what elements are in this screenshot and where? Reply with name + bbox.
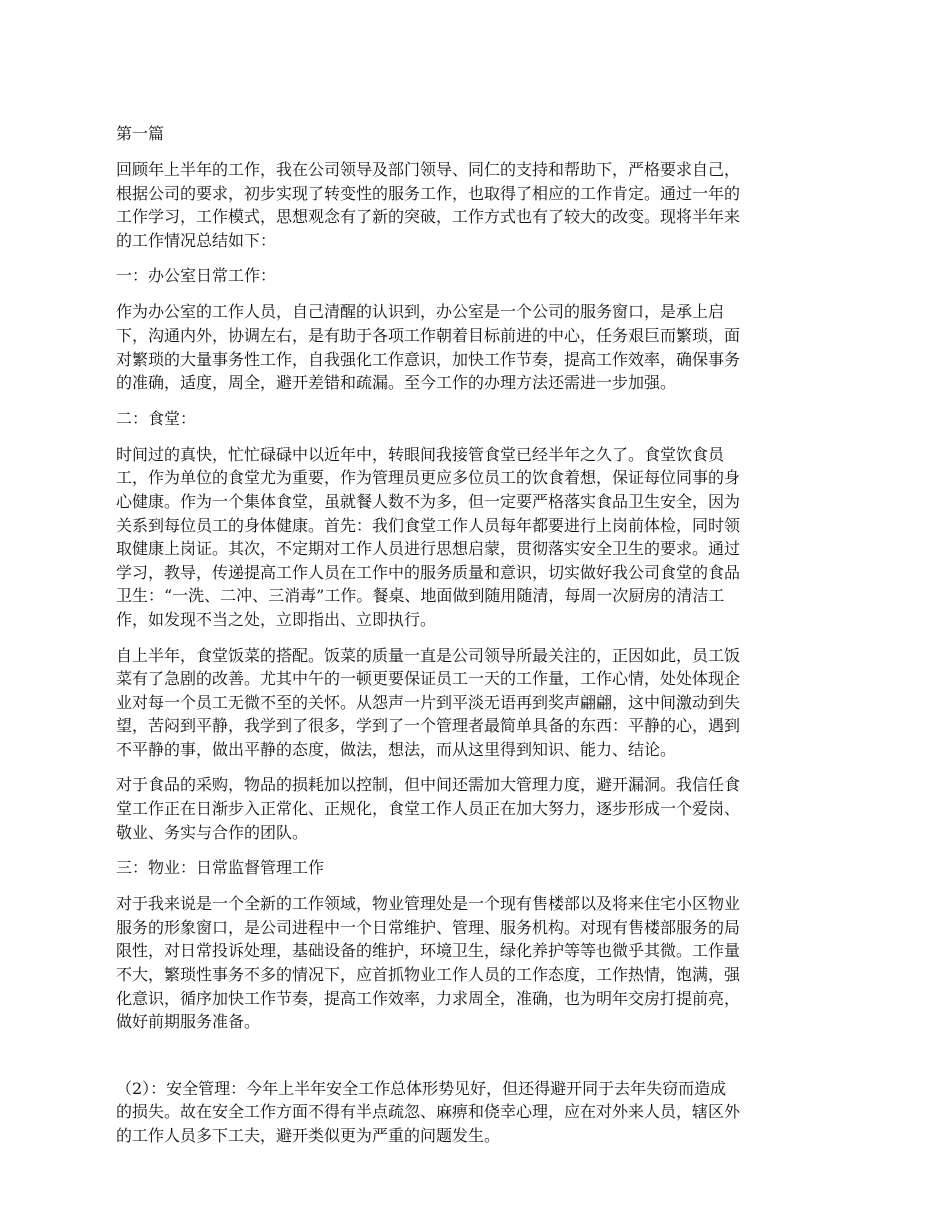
text-line: 关系到每位员工的身体健康。首先：我们食堂工作人员每年都要进行上岗前体检，同时领 (116, 515, 741, 535)
text-line: 取健康上岗证。其次，不定期对工作人员进行思想启蒙，贯彻落实安全卫生的要求。通过 (116, 539, 741, 559)
text-line: 业对每一个员工无微不至的关怀。从怨声一片到平淡无语再到奖声翩翩，这中间激动到失 (116, 692, 741, 712)
text-line: 做好前期服务准备。 (116, 1012, 261, 1032)
safety-paragraph (116, 1077, 841, 1148)
text-line: 对于食品的采购，物品的损耗加以控制，但中间还需加大管理力度，避开漏洞。我信任食 (116, 775, 741, 795)
office-paragraph (116, 300, 841, 394)
text-line: 回顾年上半年的工作，我在公司领导及部门领导、同仁的支持和帮助下，严格要求自己， (116, 160, 741, 179)
section-heading-office: 一：办公室日常工作： (116, 266, 277, 286)
text-line: 作，如发现不当之处，立即指出、立即执行。 (116, 609, 437, 629)
text-line: 的工作情况总结如下： (116, 230, 277, 250)
text-line: 敬业、务实与合作的团队。 (116, 822, 309, 842)
text-line: 堂工作正在日渐步入正常化、正规化，食堂工作人员正在加大努力，逐步形成一个爱岗、 (116, 799, 741, 819)
document-title: 第一篇 (116, 124, 165, 143)
text-line: 对于我来说是一个全新的工作领域，物业管理处是一个现有售楼部以及将来住宅小区物业 (116, 894, 741, 914)
text-line: 的工作人员多下工夫，避开类似更为严重的问题发生。 (116, 1126, 501, 1145)
canteen-paragraph-2 (116, 644, 841, 762)
text-line: 时间过的真快，忙忙碌碌中以近年中，转眼间我接管食堂已经半年之久了。食堂饮食员 (116, 444, 725, 464)
canteen-paragraph-3 (116, 773, 841, 844)
text-line: 化意识，循序加快工作节奏，提高工作效率，力求周全，准确，也为明年交房打提前亮， (116, 988, 741, 1008)
text-line: 的损失。故在安全工作方面不得有半点疏忽、麻痹和侥幸心理，应在对外来人员，辖区外 (116, 1102, 741, 1122)
text-line: （2）：安全管理：今年上半年安全工作总体形势见好，但还得避开同于去年失窃而造成 (116, 1078, 727, 1098)
text-line: 工作学习，工作模式，思想观念有了新的突破，工作方式也有了较大的改变。现将半年来 (116, 207, 741, 227)
text-line: 限性，对日常投诉处理，基础设备的维护，环境卫生，绿化养护等等也微乎其微。工作量 (116, 941, 741, 961)
text-line: 望，苦闷到平静，我学到了很多，学到了一个管理者最简单具备的东西：平静的心，遇到 (116, 716, 741, 736)
text-line: 工，作为单位的食堂尤为重要，作为管理员更应多位员工的饮食着想，保证每位同事的身 (116, 468, 741, 488)
text-line: 不平静的事，做出平静的态度，做法，想法，而从这里得到知识、能力、结论。 (116, 739, 677, 759)
text-line: 对繁琐的大量事务性工作，自我强化工作意识，加快工作节奏，提高工作效率，确保事务 (116, 349, 741, 369)
section-heading-canteen: 二：食堂： (116, 408, 197, 428)
document-body (116, 122, 841, 1160)
text-line: 学习，教导，传递提高工作人员在工作中的服务质量和意识，切实做好我公司食堂的食品 (116, 562, 741, 582)
intro-paragraph (116, 158, 841, 252)
text-line: 根据公司的要求，初步实现了转变性的服务工作，也取得了相应的工作肯定。通过一年的 (116, 183, 741, 203)
text-line: 卫生：“一洗、二冲、三消毒”工作。餐桌、地面做到随用随清，每周一次厨房的清洁工 (116, 586, 725, 606)
text-line: 菜有了急剧的改善。尤其中午的一顿更要保证员工一天的工作量，工作心情，处处体现企 (116, 669, 741, 689)
text-line: 心健康。作为一个集体食堂，虽就餐人数不为多，但一定要严格落实食品卫生安全，因为 (116, 491, 741, 511)
section-heading-property: 三：物业：日常监督管理工作 (116, 858, 325, 878)
section-spacer (116, 1046, 841, 1077)
property-paragraph (116, 892, 841, 1034)
canteen-paragraph-1 (116, 443, 841, 632)
text-line: 的准确，适度，周全，避开差错和疏漏。至今工作的办理方法还需进一步加强。 (116, 373, 677, 393)
text-line: 不大，繁琐性事务不多的情况下，应首抓物业工作人员的工作态度，工作热情，饱满，强 (116, 965, 741, 985)
text-line: 下，沟通内外，协调左右，是有助于各项工作朝着目标前进的中心，任务艰巨而繁琐，面 (116, 325, 741, 345)
text-line: 服务的形象窗口，是公司进程中一个日常维护、管理、服务机构。对现有售楼部服务的局 (116, 917, 741, 937)
text-line: 自上半年，食堂饭菜的搭配。饭菜的质量一直是公司领导所最关注的，正因如此，员工饭 (116, 645, 741, 665)
text-line: 作为办公室的工作人员，自己清醒的认识到，办公室是一个公司的服务窗口，是承上启 (116, 302, 725, 322)
